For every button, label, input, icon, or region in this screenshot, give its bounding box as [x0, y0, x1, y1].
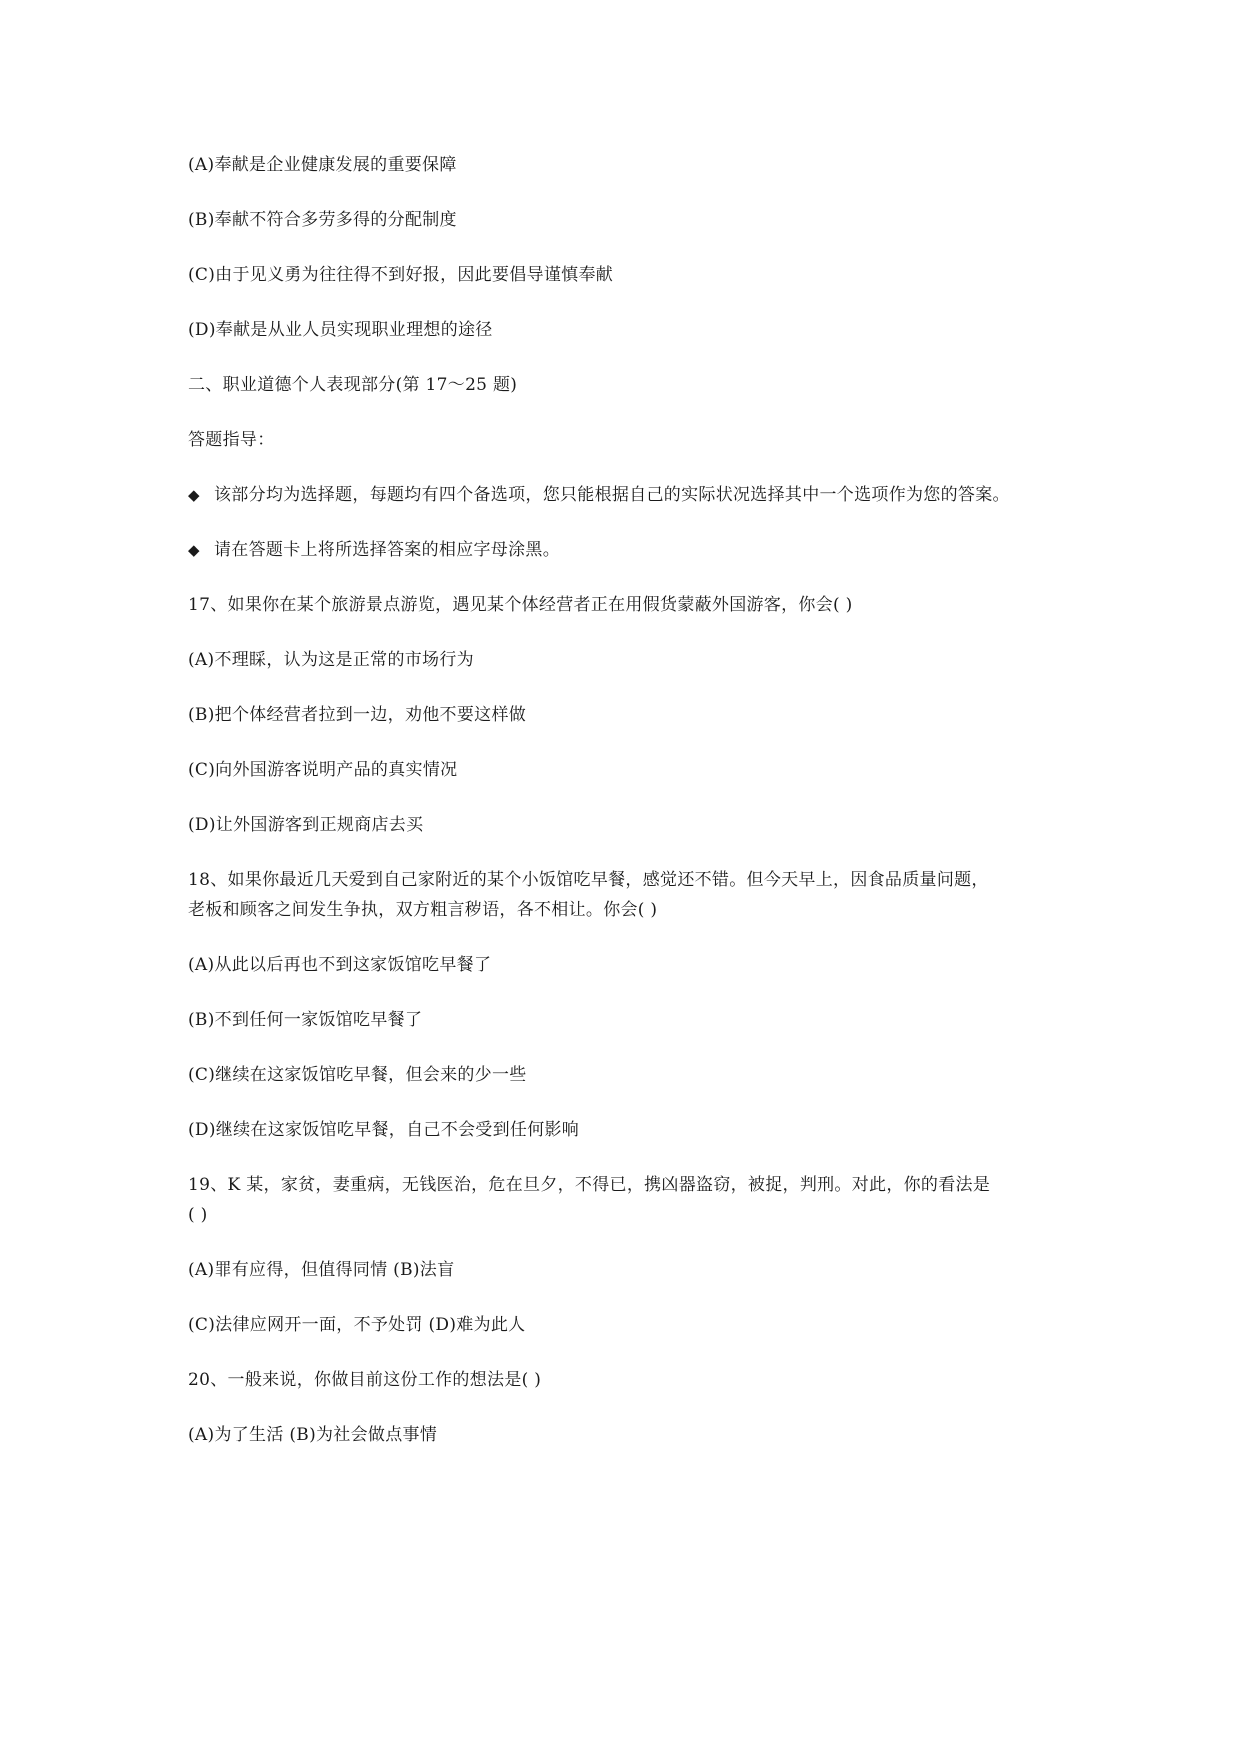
instruction-text: 该部分均为选择题，每题均有四个备选项，您只能根据自己的实际状况选择其中一个选项作为您的答案。 [214, 485, 1010, 505]
option-line: (B)奉献不符合多劳多得的分配制度 [188, 210, 457, 230]
question-17: 17、如果你在某个旅游景点游览，遇见某个体经营者正在用假货蒙蔽外国游客，你会( ) [188, 595, 853, 615]
instructions-heading: 答题指导： [188, 430, 275, 450]
option-line: (D)奉献是从业人员实现职业理想的途径 [188, 320, 493, 340]
option-line: (B)把个体经营者拉到一边，劝他不要这样做 [188, 705, 527, 725]
question-18-continued: 老板和顾客之间发生争执，双方粗言秽语，各不相让。你会( ) [188, 900, 658, 920]
question-19: 19、K 某，家贫，妻重病，无钱医治，危在旦夕，不得已，携凶器盗窃，被捉，判刑。对此，你的看法是 [188, 1175, 991, 1195]
question-19-continued: ( ) [188, 1205, 208, 1225]
section-heading: 二、职业道德个人表现部分(第 17～25 题) [188, 375, 518, 395]
option-line: (C)法律应网开一面，不予处罚 (D)难为此人 [188, 1315, 526, 1335]
instruction-item [188, 478, 1010, 512]
question-20: 20、一般来说，你做目前这份工作的想法是( ) [188, 1370, 542, 1390]
option-line: (C)继续在这家饭馆吃早餐，但会来的少一些 [188, 1065, 527, 1085]
instruction-text: 请在答题卡上将所选择答案的相应字母涂黑。 [214, 540, 560, 560]
option-line: (A)奉献是企业健康发展的重要保障 [188, 155, 457, 175]
option-line: (D)让外国游客到正规商店去买 [188, 815, 424, 835]
option-line: (D)继续在这家饭馆吃早餐，自己不会受到任何影响 [188, 1120, 580, 1140]
option-line: (A)罪有应得，但值得同情 (B)法盲 [188, 1260, 455, 1280]
instruction-item [188, 533, 560, 567]
option-line: (C)向外国游客说明产品的真实情况 [188, 760, 458, 780]
option-line: (A)从此以后再也不到这家饭馆吃早餐了 [188, 955, 492, 975]
option-line: (A)为了生活 (B)为社会做点事情 [188, 1425, 438, 1445]
question-18: 18、如果你最近几天爱到自己家附近的某个小饭馆吃早餐，感觉还不错。但今天早上，因食品质量问题， [188, 870, 989, 890]
diamond-bullet-icon: ◆ [188, 541, 200, 559]
option-line: (C)由于见义勇为往往得不到好报，因此要倡导谨慎奉献 [188, 265, 614, 285]
diamond-bullet-icon: ◆ [188, 486, 200, 504]
option-line: (B)不到任何一家饭馆吃早餐了 [188, 1010, 423, 1030]
option-line: (A)不理睬，认为这是正常的市场行为 [188, 650, 474, 670]
